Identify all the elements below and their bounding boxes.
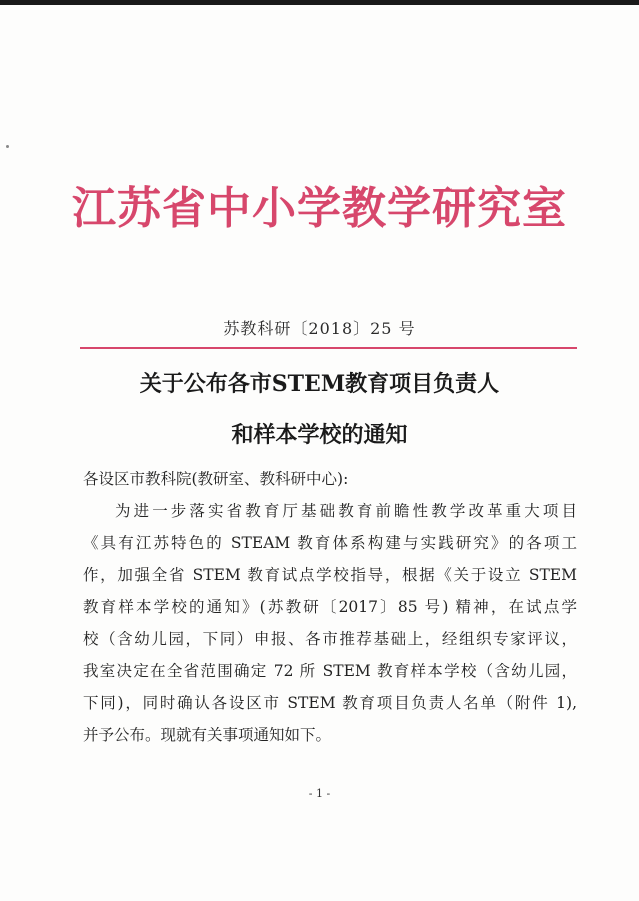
body-text-line: 作，加强全省 STEM 教育试点学校指导，根据《关于设立 STEM xyxy=(83,566,577,584)
recipient-line: 各设区市教科院(教研室、教科研中心): xyxy=(83,470,349,488)
scan-speck xyxy=(6,145,9,148)
scan-top-edge xyxy=(0,0,639,5)
body-text-line: 为进一步落实省教育厅基础教育前瞻性教学改革重大项目 xyxy=(115,502,577,520)
issuing-organization-title: 江苏省中小学教学研究室 xyxy=(72,183,567,234)
body-text-line: 下同)，同时确认各设区市 STEM 教育项目负责人名单（附件 1), xyxy=(83,694,577,712)
notice-title-line-1: 关于公布各市STEM教育项目负责人 xyxy=(139,371,500,397)
page-number: - 1 - xyxy=(308,787,331,800)
body-text-line: 并予公布。现就有关事项通知如下。 xyxy=(83,726,332,744)
red-header-divider xyxy=(80,347,577,349)
notice-title-line-2: 和样本学校的通知 xyxy=(231,422,408,448)
document-number: 苏教科研〔2018〕25 号 xyxy=(223,319,416,338)
body-text-line: 我室决定在全省范围确定 72 所 STEM 教育样本学校（含幼儿园， xyxy=(83,662,577,680)
body-text-line: 校（含幼儿园，下同）申报、各市推荐基础上，经组织专家评议， xyxy=(83,630,577,648)
body-text-line: 教育样本学校的通知》(苏教研〔2017〕85 号) 精神，在试点学 xyxy=(83,598,577,616)
body-text-line: 《具有江苏特色的 STEAM 教育体系构建与实践研究》的各项工 xyxy=(83,534,577,552)
